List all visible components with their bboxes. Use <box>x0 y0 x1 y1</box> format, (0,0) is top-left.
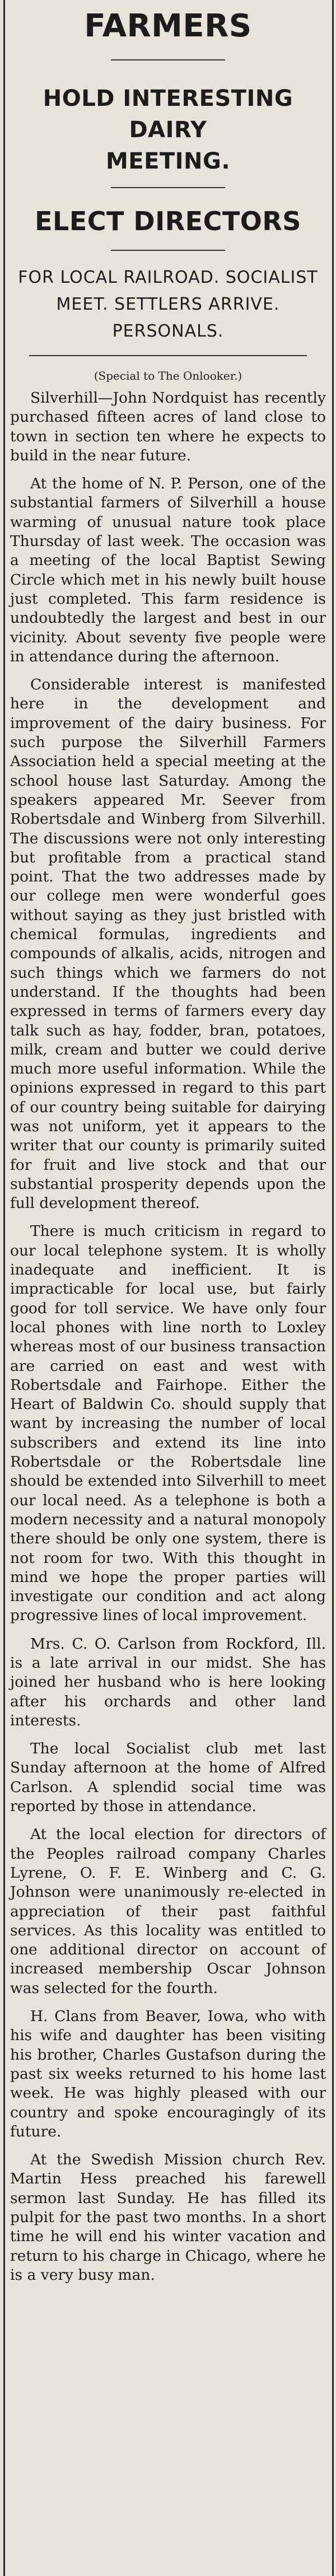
headline-line-3: ELECT DIRECTORS <box>35 206 301 236</box>
divider <box>111 250 225 251</box>
article-paragraph: There is much criticism in regard to our local telephone system. It is wholly inadequate and inefficient. It is impracticable for local use, but fairly good for toll service. We have only four local phones with line north to Loxley whereas most of our business transaction are carried on east and west with Robertsdale and Fairhope. Either the Heart of Baldwin Co. should supply that want by increasing the number of local subscribers and extend its line into Robertsdale or the Robertsdale line should be extended into Silverhill to meet our local need. As a telephone is both a modern necessity and a natural monopoly there should be only one system, there is not room for two. With this thought in mind we hope the proper parties will investigate our condition and act along progressive lines of local improvement. <box>10 1222 326 1625</box>
divider <box>111 187 225 188</box>
article-paragraph: Silverhill—John Nordquist has recently purchased fifteen acres of land close to town in section ten where he expects to build in the near future. <box>10 389 326 464</box>
article-body <box>10 389 326 2285</box>
headline-line-2: MEETING. <box>105 148 231 174</box>
article-paragraph: At the Swedish Mission church Rev. Martin Hess preached his farewell sermon last Sunday. He has filled its pulpit for the past two months. In a short time he will end his winter vacation and return to his charge in Chicago, where he is a very busy man. <box>10 2151 326 2284</box>
divider <box>29 355 307 356</box>
headline-line-1: HOLD INTERESTING DAIRY <box>43 86 293 143</box>
divider <box>111 59 225 60</box>
article-paragraph: At the home of N. P. Person, one of the substantial farmers of Silverhill a house warming of unusual nature took place Thursday of last week. The occasion was a meeting of the local Baptist Sewing Circle which met in his newly built house just completed. This farm residence is undoubtedly the largest and best in our vicinity. About seventy five people were in attendance during the afternoon. <box>10 475 326 665</box>
article-paragraph: At the local election for directors of the Peoples railroad company Charles Lyrene, O. F. E. Winberg and C. G. Johnson were unanimously re-elected in appreciation of their past faithful services. As this locality was entitled to one additional director on account of increased membership Oscar Johnson was selected for the fourth. <box>10 1826 326 1997</box>
byline: (Special to The Onlooker.) <box>94 369 242 382</box>
article-paragraph: The local Socialist club met last Sunday afternoon at the home of Alfred Carlson. A splendid social time was reported by those in attendance. <box>10 1740 326 1816</box>
article-paragraph: Mrs. C. O. Carlson from Rockford, Ill. is a late arrival in our midst. She has joined her husband who is here looking after his orchards and other land interests. <box>10 1635 326 1729</box>
subheadline-deck: FOR LOCAL RAILROAD. SOCIALIST MEET. SETTLERS ARRIVE. PERSONALS. <box>18 268 318 341</box>
left-column-rule <box>3 0 5 2576</box>
article-paragraph: H. Clans from Beaver, Iowa, who with his wife and daughter has been visiting his brother, Charles Gustafson during the past six weeks returned to his home last week. He was highly pleased with our country and spoke encouragingly of its future. <box>10 2008 326 2140</box>
section-heading: FARMERS <box>84 8 252 44</box>
right-column-rule <box>332 0 334 2576</box>
article-paragraph: Considerable interest is manifested here in the development and improvement of the dairy business. For such purpose the Silverhill Farmers Association held a special meeting at the school house last Saturday. Among the speakers appeared Mr. Seever from Robertsdale and Winberg from Silverhill. The discussions were not only interesting but profitable from a practical stand point. That the two addresses made by our college men were wonderful goes without saying as they just bristled with chemical formulas, ingredients and compounds of alkalis, acids, nitrogen and such things which we farmers do not understand. If the thoughts had been expressed in terms of farmers every day talk such as hay, fodder, bran, potatoes, milk, cream and butter we could derive much more useful information. While the opinions expressed in regard to this part of our country being suitable for dairying was not uniform, yet it appears to the writer that our county is primarily suited for fruit and live stock and that our substantial prosperity depends upon the full development thereof. <box>10 676 326 1212</box>
